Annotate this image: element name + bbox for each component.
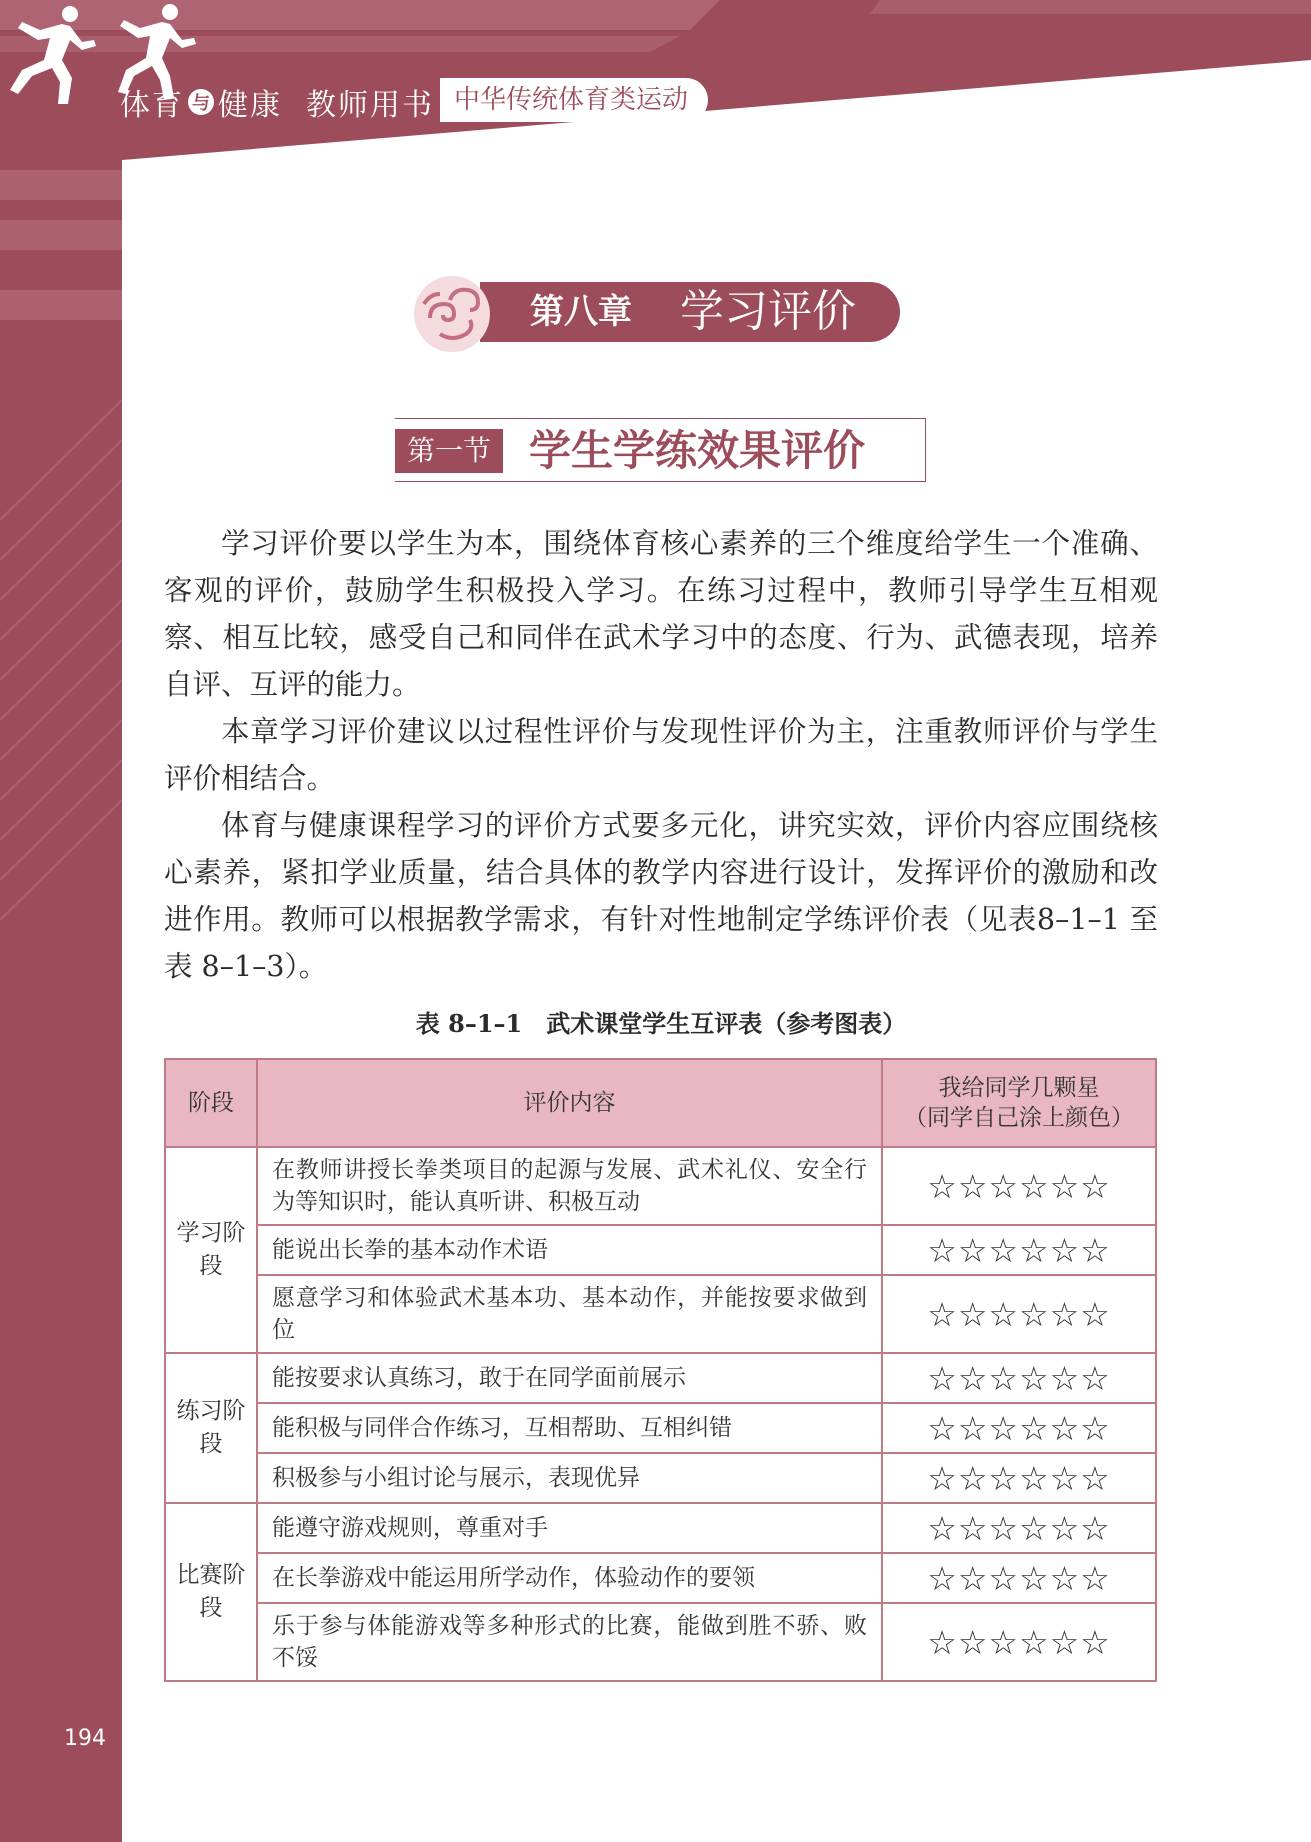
- table-row: [165, 1553, 1156, 1603]
- star-rating[interactable]: ☆☆☆☆☆☆: [882, 1603, 1156, 1681]
- table-row: [165, 1353, 1156, 1403]
- content-cell: 乐于参与体能游戏等多种形式的比赛，能做到胜不骄、败不馁: [257, 1603, 882, 1681]
- chapter-number: 第八章: [530, 292, 632, 332]
- star-rating[interactable]: ☆☆☆☆☆☆: [882, 1453, 1156, 1503]
- section-label: 第一节: [395, 429, 503, 473]
- star-rating[interactable]: ☆☆☆☆☆☆: [882, 1403, 1156, 1453]
- star-rating[interactable]: ☆☆☆☆☆☆: [882, 1225, 1156, 1275]
- table-row: [165, 1453, 1156, 1503]
- runners-icon: [0, 0, 220, 110]
- book-role: 教师用书: [306, 88, 434, 123]
- content-cell: 能说出长拳的基本动作术语: [257, 1225, 882, 1275]
- cloud-emblem-icon: [410, 272, 494, 356]
- content-cell: 愿意学习和体验武术基本功、基本动作，并能按要求做到位: [257, 1275, 882, 1353]
- content-cell: 能积极与同伴合作练习，互相帮助、互相纠错: [257, 1403, 882, 1453]
- page-number: 194: [64, 1726, 106, 1751]
- table-row: [165, 1503, 1156, 1553]
- table-row: [165, 1275, 1156, 1353]
- star-rating[interactable]: ☆☆☆☆☆☆: [882, 1553, 1156, 1603]
- section-tag: 中华传统体育类运动: [440, 78, 708, 122]
- table-header-row: [165, 1059, 1156, 1147]
- header-stars-line1: 我给同学几颗星: [938, 1075, 1100, 1101]
- chapter-title: 学习评价: [680, 286, 856, 337]
- content-cell: 在长拳游戏中能运用所学动作，体验动作的要领: [257, 1553, 882, 1603]
- star-rating[interactable]: ☆☆☆☆☆☆: [882, 1275, 1156, 1353]
- star-rating[interactable]: ☆☆☆☆☆☆: [882, 1147, 1156, 1225]
- header-content: 评价内容: [257, 1059, 882, 1147]
- page-header: [0, 0, 1311, 175]
- book-title-part1: 体育: [120, 88, 184, 123]
- content-cell: 能遵守游戏规则，尊重对手: [257, 1503, 882, 1553]
- paragraph: 体育与健康课程学习的评价方式要多元化，讲究实效，评价内容应围绕核心素养，紧扣学业质量，结合具体的教学内容进行设计，发挥评价的激励和改进作用。教师可以根据教学需求，有针对性地制定学练评价表（见表8–1–1 至表 8–1–3）。: [164, 809, 1158, 983]
- table-row: [165, 1403, 1156, 1453]
- star-rating[interactable]: ☆☆☆☆☆☆: [882, 1503, 1156, 1553]
- header-stars-line2: （同学自己涂上颜色）: [904, 1105, 1134, 1131]
- content-cell: 能按要求认真练习，敢于在同学面前展示: [257, 1353, 882, 1403]
- table-row: [165, 1225, 1156, 1275]
- header-stars: [882, 1059, 1156, 1147]
- stage-cell: 学习阶段: [165, 1147, 257, 1353]
- header-stage: 阶段: [165, 1059, 257, 1147]
- left-sidebar: [0, 0, 122, 1842]
- paragraph: 学习评价要以学生为本，围绕体育核心素养的三个维度给学生一个准确、客观的评价，鼓励学生积极投入学习。在练习过程中，教师引导学生互相观察、相互比较，感受自己和同伴在武术学习中的态度、行为、武德表现，培养自评、互评的能力。: [164, 527, 1158, 701]
- stage-cell: 比赛阶段: [165, 1503, 257, 1681]
- table-row: [165, 1147, 1156, 1225]
- content-cell: 在教师讲授长拳类项目的起源与发展、武术礼仪、安全行为等知识时，能认真听讲、积极互动: [257, 1147, 882, 1225]
- body-text: [164, 520, 1158, 990]
- content-cell: 积极参与小组讨论与展示，表现优异: [257, 1453, 882, 1503]
- table-row: [165, 1603, 1156, 1681]
- section-heading: [395, 418, 926, 482]
- sidebar-stripes: [0, 0, 122, 1842]
- stage-cell: 练习阶段: [165, 1353, 257, 1503]
- paragraph: 本章学习评价建议以过程性评价与发现性评价为主，注重教师评价与学生评价相结合。: [164, 715, 1158, 795]
- table-caption: 表 8–1–1 武术课堂学生互评表（参考图表）: [415, 1009, 907, 1038]
- book-title-amp: 与: [188, 89, 214, 115]
- evaluation-table: [164, 1058, 1157, 1682]
- section-title: 学生学练效果评价: [529, 426, 866, 475]
- star-rating[interactable]: ☆☆☆☆☆☆: [882, 1353, 1156, 1403]
- chapter-heading: [410, 272, 910, 352]
- book-title-part2: 健康: [218, 88, 282, 123]
